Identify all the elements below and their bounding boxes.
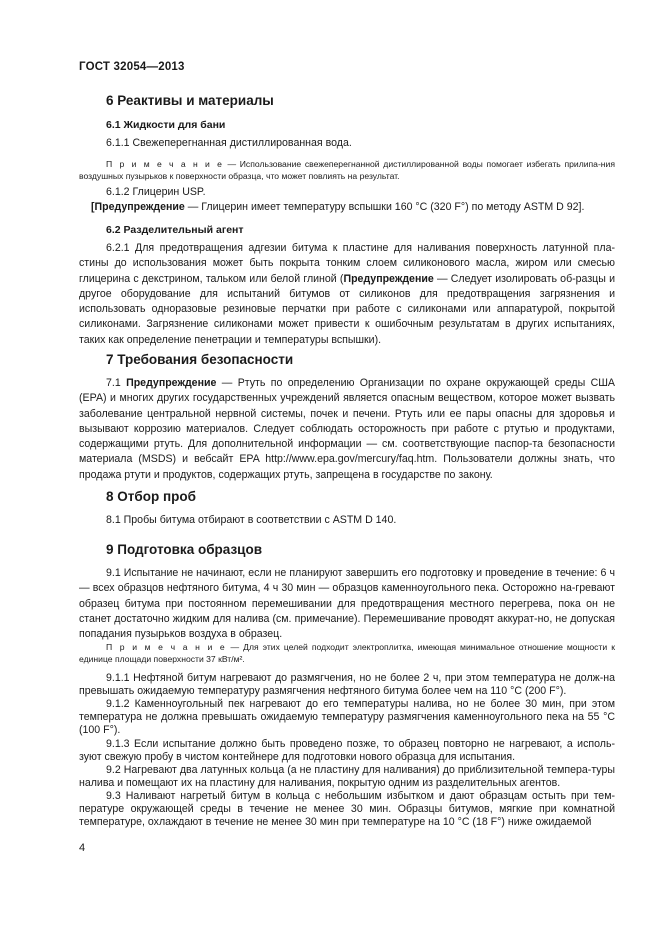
paragraph-9-1-2: 9.1.2 Каменноугольный пек нагревают до его температуры налива, но не более 30 мин, при этом температура не должна превышать ожидаемую температуру размягчения каменноугольного пека на 55 °С (100 F°). [79,698,615,737]
note-2 [79,641,615,665]
paragraph-9-3: 9.3 Наливают нагретый битум в кольца с небольшим избытком и дают образцам остыть при тем-пературе окружающей среды в течение не менее 30 мин. Образцы битумов, мягкие при комнатной температуре, охлаждают в течение не менее 30 мин при температуре на 10 °С (18 F°) ниже ожидаемой [79,790,615,829]
paragraph-8-1: 8.1 Пробы битума отбирают в соответствии с ASTM D 140. [106,514,397,526]
paragraph-7-1 [79,376,615,483]
paragraph-9-2: 9.2 Нагревают два латунных кольца (а не пластину для наливания) до приблизительной темпера-туры налива и помещают их на пластину для наливания, покрытую одним из разделительных агентов. [79,764,615,790]
note-text: — Для этих целей подходит электроплитка, имеющая минимальное отношение мощности к единице площади поверхности 37 кВт/м². [79,642,615,665]
section-6-1-title: 6.1 Жидкости для бани [106,119,226,131]
warning-label: Предупреждение [126,377,217,389]
note-text: — Использование свежеперегнанной дистиллированной воды помогает избегать прилипа-ния воздушных пузырьков к поверхности образца, что может повлиять на результат. [79,159,616,182]
paragraph-6-2-1 [79,241,615,348]
note-label: П р и м е ч а н и е [106,642,227,652]
note-label: П р и м е ч а н и е [106,159,224,169]
paragraph-9-1-1: 9.1.1 Нефтяной битум нагревают до размягчения, но не более 2 ч, при этом температура не долж-на превышать ожидаемую температуру размягчения нефтяного битума более чем на 110 °С (200 F°). [79,672,615,698]
paragraph-6-1-2: 6.1.2 Глицерин USP. [106,186,206,198]
section-6-2-title: 6.2 Разделительный агент [106,224,244,236]
section-6-title: 6 Реактивы и материалы [106,93,274,108]
paragraph-9-1: 9.1 Испытание не начинают, если не планируют завершить его подготовку и проведение в течение: 6 ч — всех образцов нефтяного битума, 4 ч 30 мин — образцов каменноугольного пека. Осторожно на-гревают образец битума при постоянном перемешивании для предотвращения местного перегрева, пока он не станет достаточно жидким для налива (см. примечание). Перемешивание проводят аккурат-но, не допуская попадания пузырьков воздуха в образец. [79,567,615,641]
warning-label: Предупреждение [343,272,434,285]
warning-6-1-2 [79,200,615,215]
standard-code: ГОСТ 32054—2013 [79,61,185,73]
section-9-title: 9 Подготовка образцов [106,542,263,557]
section-7-title: 7 Требования безопасности [106,352,294,367]
note-1 [79,158,615,182]
text-part: — Следует изолировать об-разцы и другое оборудование для испытаний битумов от силиконов для предотвращения загрязнения и использовать одноразовые резиновые перчатки при работе с силиконами или аппаратурой, покрытой силиконами. Загрязнение силиконами может привести к ошибочным результатам в других испытаниях, таких как определение пенетрации и температуры вспышки). [79,272,616,346]
warning-text: — Глицерин имеет температуру вспышки 160 °С (320 F°) по методу ASTM D 92]. [184,201,585,213]
section-8-title: 8 Отбор проб [106,489,196,504]
text-part: 7.1 [106,377,127,389]
paragraph-6-1-1: 6.1.1 Свежеперегнанная дистиллированная вода. [106,137,352,149]
warning-label: [Предупреждение [91,201,185,213]
paragraph-9-1-3: 9.1.3 Если испытание должно быть проведено позже, то образец повторно не нагревают, а исполь-зуют свежую пробу в чистом контейнере для подготовки нового образца для испытания. [79,738,615,764]
text-part: 6.2.1 Для предотвращения адгезии битума к пластине для наливания поверхность латунной пла-стины до использования может быть покрыта тонким слоем силиконового масла, жиром или смесью глицерина с декстрином, тальком или белой глиной ( [79,242,615,285]
text-part: — Ртуть по определению Организации по охране окружающей среды США (ЕРА) и многих других государственных учреждений является опасным веществом, которое может вызвать заболевание центральной нервной системы, почек и печени. Ртуть или ее пары опасны для здоровья и вызывают коррозию материалов. Следует соблюдать осторожность при работе с ртутью и продуктами, содержащими ртуть. Для дополнительной информации — см. соответствующие паспор-та безопасности материала (MSDS) и вебсайт EPA http://www.epa.gov/mercury/faq.htm. Пользователи должны знать, что продажа ртути и продуктов, содержащих ртуть, запрещена в государстве по закону. [79,377,615,481]
page-number: 4 [79,842,86,854]
